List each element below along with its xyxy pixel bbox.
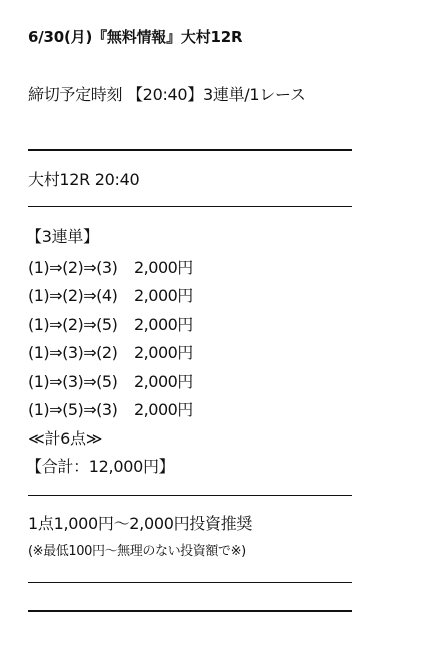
divider <box>28 206 352 207</box>
bet-category: 【3連単】 <box>26 227 99 246</box>
bet-total: 【合計：12,000円】 <box>26 457 175 476</box>
bet-row <box>28 288 193 304</box>
page-title: 6/30(月)『無料情報』大村12R <box>28 28 243 46</box>
deadline-text: 締切予定時刻 【20:40】3連単/1レース <box>28 85 306 104</box>
divider <box>28 495 352 496</box>
bet-row <box>28 374 193 390</box>
bet-points: ≪計6点≫ <box>28 429 103 448</box>
bet-amount: 2,000円 <box>134 343 193 362</box>
bet-amount: 2,000円 <box>134 400 193 419</box>
bet-combo: (1)⇒(3)⇒(2) <box>28 343 118 362</box>
bet-row <box>28 317 193 333</box>
bet-amount: 2,000円 <box>134 286 193 305</box>
bet-amount: 2,000円 <box>134 315 193 334</box>
bet-combo: (1)⇒(2)⇒(4) <box>28 286 118 305</box>
bet-row <box>28 402 193 418</box>
bet-combo: (1)⇒(3)⇒(5) <box>28 372 118 391</box>
investment-note: (※最低100円〜無理のない投資額で※) <box>28 544 246 559</box>
bet-combo: (1)⇒(2)⇒(3) <box>28 258 118 277</box>
bet-amount: 2,000円 <box>134 258 193 277</box>
divider <box>28 149 352 151</box>
bet-combo: (1)⇒(2)⇒(5) <box>28 315 118 334</box>
investment-recommendation: 1点1,000円〜2,000円投資推奨 <box>28 514 253 533</box>
divider <box>28 582 352 583</box>
bet-amount: 2,000円 <box>134 372 193 391</box>
bet-row <box>28 260 193 276</box>
bet-combo: (1)⇒(5)⇒(3) <box>28 400 118 419</box>
divider <box>28 610 352 612</box>
race-info: 大村12R 20:40 <box>28 170 140 189</box>
bet-row <box>28 345 193 361</box>
